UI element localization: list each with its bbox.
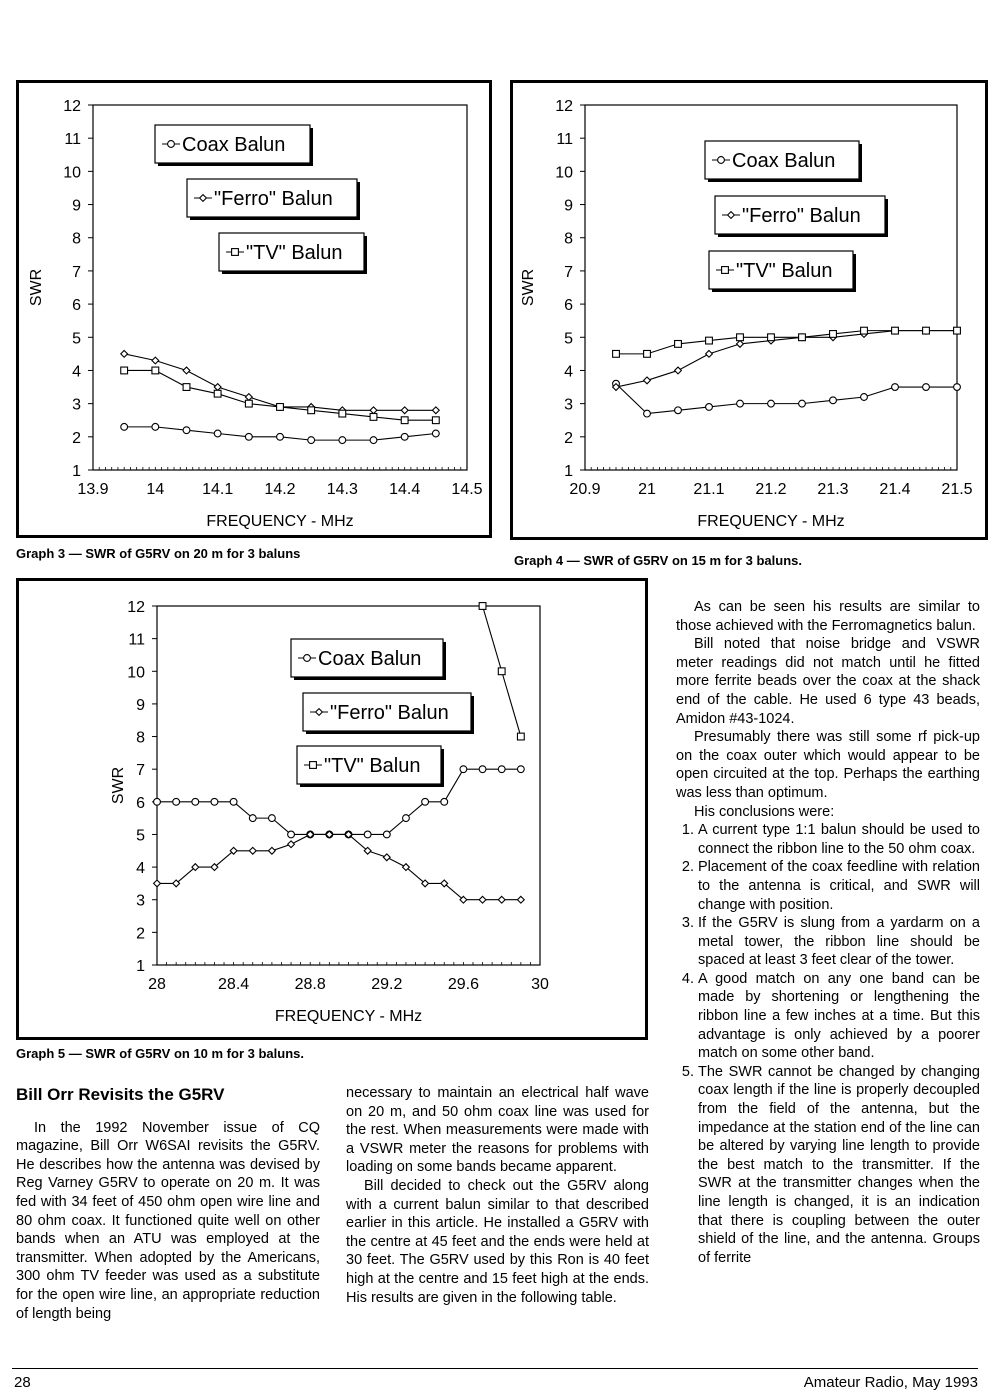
- data-point-diamond: [370, 407, 377, 414]
- y-tick-label: 6: [564, 297, 573, 315]
- y-tick-label: 5: [136, 827, 145, 845]
- data-point-circle: [249, 815, 256, 822]
- x-tick-label: 29.2: [371, 976, 403, 993]
- data-point-diamond: [269, 847, 276, 854]
- data-point-circle: [892, 384, 899, 391]
- series-line: [616, 331, 957, 354]
- y-tick-label: 9: [136, 696, 145, 714]
- x-tick-label: 28: [148, 976, 166, 993]
- series-line: [616, 384, 957, 414]
- legend-entry: [297, 746, 444, 787]
- data-point-square: [121, 367, 128, 374]
- article-paragraph: Bill decided to check out the G5RV along with a current balun similar to that described earlier in this article. He installed a G5RV with the centre at 45 feet and the ends were held at 30 feet. The G5RV used by this Ron is 40 feet high at the centre and 15 feet high at the ends. His results are given in the following table.: [346, 1177, 649, 1306]
- data-point-diamond: [214, 384, 221, 391]
- y-axis-label: SWR: [520, 268, 537, 307]
- data-point-diamond: [737, 341, 744, 348]
- y-tick-label: 10: [63, 164, 81, 182]
- data-point-circle: [154, 798, 161, 805]
- data-point-diamond: [517, 896, 524, 903]
- y-tick-label: 3: [564, 396, 573, 414]
- legend-label: Coax Balun: [182, 134, 286, 156]
- y-tick-label: 3: [136, 892, 145, 910]
- data-point-square: [245, 400, 252, 407]
- x-tick-label: 29.6: [447, 976, 479, 993]
- graph-4-chart: [513, 83, 985, 537]
- data-point-square: [675, 341, 682, 348]
- data-point-square: [613, 350, 620, 357]
- article-paragraph: necessary to maintain an electrical half wave on 20 m, and 50 ohm coax line was used for the rest. When measurements were made with a VSWR meter the reasons for problems with loading on some bands became apparent.: [346, 1085, 649, 1176]
- data-point-square: [277, 404, 284, 411]
- legend-label: "Ferro" Balun: [742, 205, 861, 227]
- article-column-3: [676, 598, 980, 1267]
- data-point-square: [722, 267, 729, 274]
- legend-entry: [219, 233, 367, 274]
- article-column-1: [16, 1086, 320, 1323]
- article-paragraph: As can be seen his results are similar to those achieved with the Ferromagnetics balun.: [676, 599, 980, 634]
- data-point-square: [339, 410, 346, 417]
- data-point-circle: [370, 437, 377, 444]
- legend-entry: [709, 251, 856, 292]
- legend-entry: [187, 179, 360, 220]
- x-tick-label: 28.4: [218, 976, 250, 993]
- y-tick-label: 4: [564, 363, 573, 381]
- y-tick-label: 6: [136, 794, 145, 812]
- y-tick-label: 5: [564, 330, 573, 348]
- data-point-circle: [644, 410, 651, 417]
- y-tick-label: 4: [136, 860, 145, 878]
- x-tick-label: 14.3: [326, 481, 358, 498]
- y-tick-label: 8: [564, 230, 573, 248]
- data-point-square: [232, 249, 239, 256]
- graph-4-caption: Graph 4 — SWR of G5RV on 15 m for 3 baluns.: [514, 553, 802, 568]
- y-tick-label: 11: [556, 131, 573, 149]
- x-tick-label: 14: [146, 481, 165, 498]
- graph-3-frame: [16, 80, 492, 538]
- data-point-circle: [364, 831, 371, 838]
- data-point-circle: [230, 798, 237, 805]
- legend-label: "Ferro" Balun: [330, 702, 449, 724]
- x-tick-label: 13.9: [77, 481, 109, 498]
- y-tick-label: 10: [555, 164, 573, 182]
- y-tick-label: 4: [72, 363, 81, 381]
- y-tick-label: 12: [63, 98, 81, 115]
- y-tick-label: 11: [64, 131, 81, 149]
- y-tick-label: 1: [564, 463, 573, 480]
- data-point-diamond: [401, 407, 408, 414]
- conclusion-item: 2. Placement of the coax feedline with relation to the antenna is critical, and SWR will change with position.: [698, 858, 980, 914]
- x-tick-label: 21.1: [693, 481, 725, 498]
- conclusion-item: 3. If the G5RV is slung from a yardarm on a metal tower, the ribbon line should be spaced at least 3 feet clear of the tower.: [698, 914, 980, 970]
- article-column-2: [346, 1084, 649, 1307]
- legend-label: "Ferro" Balun: [214, 188, 333, 210]
- y-tick-label: 8: [72, 230, 81, 248]
- conclusions-list: [676, 821, 980, 1267]
- legend-entry: [715, 196, 888, 237]
- y-tick-label: 1: [72, 463, 81, 480]
- legend-entry: [705, 141, 862, 182]
- x-axis-label: FREQUENCY - MHz: [206, 513, 354, 530]
- data-point-square: [183, 384, 190, 391]
- data-point-circle: [954, 384, 961, 391]
- data-point-circle: [799, 400, 806, 407]
- x-tick-label: 14.2: [264, 481, 296, 498]
- data-point-square: [517, 733, 524, 740]
- graph-3-caption: Graph 3 — SWR of G5RV on 20 m for 3 baluns: [16, 546, 301, 561]
- data-point-circle: [861, 394, 868, 401]
- data-point-circle: [214, 430, 221, 437]
- data-point-diamond: [245, 394, 252, 401]
- data-point-circle: [401, 433, 408, 440]
- data-point-square: [432, 417, 439, 424]
- data-point-square: [644, 350, 651, 357]
- data-point-circle: [173, 798, 180, 805]
- y-tick-label: 7: [72, 263, 81, 281]
- data-point-circle: [432, 430, 439, 437]
- data-point-circle: [923, 384, 930, 391]
- data-point-circle: [830, 397, 837, 404]
- y-tick-label: 1: [136, 958, 145, 975]
- y-tick-label: 3: [72, 396, 81, 414]
- data-point-square: [498, 668, 505, 675]
- data-point-circle: [460, 766, 467, 773]
- legend-label: "TV" Balun: [736, 260, 833, 282]
- data-point-circle: [308, 437, 315, 444]
- data-point-diamond: [432, 407, 439, 414]
- footer-rule: [12, 1368, 978, 1369]
- data-point-square: [768, 334, 775, 341]
- graph-5-caption: Graph 5 — SWR of G5RV on 10 m for 3 baluns.: [16, 1046, 304, 1061]
- data-point-circle: [304, 655, 311, 662]
- data-point-square: [737, 334, 744, 341]
- data-point-square: [861, 327, 868, 334]
- legend-label: Coax Balun: [732, 150, 836, 172]
- data-point-diamond: [644, 377, 651, 384]
- data-point-circle: [168, 141, 175, 148]
- y-tick-label: 7: [136, 762, 145, 780]
- legend-entry: [291, 639, 446, 680]
- series-line: [124, 354, 436, 410]
- data-point-square: [892, 327, 899, 334]
- y-tick-label: 9: [72, 197, 81, 215]
- data-point-circle: [339, 437, 346, 444]
- x-tick-label: 20.9: [569, 481, 601, 498]
- y-tick-label: 10: [127, 664, 145, 682]
- y-tick-label: 2: [564, 429, 573, 447]
- legend-label: "TV" Balun: [324, 755, 421, 777]
- data-point-diamond: [152, 357, 159, 364]
- data-point-circle: [152, 423, 159, 430]
- y-axis-label: SWR: [28, 268, 45, 307]
- data-point-square: [706, 337, 713, 344]
- graph-5-frame: [16, 578, 648, 1040]
- y-tick-label: 11: [128, 631, 145, 649]
- data-point-diamond: [121, 350, 128, 357]
- data-point-square: [830, 331, 837, 338]
- data-point-diamond: [154, 880, 161, 887]
- x-tick-label: 21: [638, 481, 656, 498]
- y-tick-label: 9: [564, 197, 573, 215]
- x-tick-label: 21.5: [941, 481, 973, 498]
- data-point-diamond: [183, 367, 190, 374]
- data-point-circle: [675, 407, 682, 414]
- article-paragraph: His conclusions were:: [694, 803, 835, 820]
- data-point-circle: [737, 400, 744, 407]
- data-point-circle: [211, 798, 218, 805]
- data-point-diamond: [706, 350, 713, 357]
- data-point-diamond: [498, 896, 505, 903]
- data-point-circle: [277, 433, 284, 440]
- y-tick-label: 2: [136, 925, 145, 943]
- y-tick-label: 12: [555, 98, 573, 115]
- data-point-circle: [383, 831, 390, 838]
- y-tick-label: 12: [127, 599, 145, 616]
- data-point-square: [152, 367, 159, 374]
- legend-entry: [155, 125, 313, 166]
- y-axis-label: SWR: [110, 766, 127, 805]
- x-tick-label: 28.8: [294, 976, 326, 993]
- x-tick-label: 21.4: [879, 481, 911, 498]
- conclusion-item: 4. A good match on any one band can be made by shortening or lengthening the ribbon line a few inches at a time. But this advantage is only achieved by a poorer match on some other band.: [698, 970, 980, 1063]
- data-point-square: [308, 407, 315, 414]
- data-point-circle: [183, 427, 190, 434]
- legend-entry: [303, 693, 474, 734]
- data-point-circle: [441, 798, 448, 805]
- conclusion-item: 1. A current type 1:1 balun should be used to connect the ribbon line to the 50 ohm coax.: [698, 821, 980, 858]
- x-axis-label: FREQUENCY - MHz: [274, 1008, 423, 1025]
- data-point-diamond: [479, 896, 486, 903]
- y-tick-label: 8: [136, 729, 145, 747]
- data-point-square: [479, 603, 486, 610]
- data-point-circle: [192, 798, 199, 805]
- data-point-circle: [422, 798, 429, 805]
- data-point-circle: [269, 815, 276, 822]
- data-point-circle: [479, 766, 486, 773]
- conclusion-item: 5. The SWR cannot be changed by changing coax length if the line is properly decoupled from the field of the antenna, but the impedance at the station end of the line can be altered by varying line length to provide the best match to the transmitter. If the SWR at the transmitter changes when the line length is changed, it is an indication that there is coupling between the outer shield of the line, and the antenna. Groups of ferrite: [698, 1063, 980, 1268]
- article-paragraph: Bill noted that noise bridge and VSWR meter readings did not match until he fitted more ferrite beads over the coax at the shack end of the cable. He used 6 type 43 beads, Amidon #43-1024.: [676, 636, 980, 727]
- legend-label: "TV" Balun: [246, 242, 343, 264]
- publication-name: Amateur Radio, May 1993: [803, 1374, 978, 1391]
- data-point-square: [310, 762, 317, 769]
- x-tick-label: 14.1: [202, 481, 234, 498]
- data-point-square: [214, 390, 221, 397]
- article-title: Bill Orr Revisits the G5RV: [16, 1085, 225, 1104]
- page-number: 28: [14, 1374, 31, 1391]
- data-point-square: [923, 327, 930, 334]
- x-tick-label: 14.4: [389, 481, 421, 498]
- data-point-square: [401, 417, 408, 424]
- x-tick-label: 21.2: [755, 481, 787, 498]
- y-tick-label: 7: [564, 263, 573, 281]
- article-paragraph: Presumably there was still some rf pick-up on the coax outer which would appear to be open circuited at the top. Perhaps the earthing was less than optimum.: [676, 729, 980, 801]
- graph-4-frame: [510, 80, 988, 540]
- data-point-square: [370, 414, 377, 421]
- data-point-diamond: [675, 367, 682, 374]
- x-tick-label: 30: [531, 976, 549, 993]
- data-point-diamond: [288, 841, 295, 848]
- data-point-circle: [245, 433, 252, 440]
- data-point-circle: [121, 423, 128, 430]
- data-point-circle: [288, 831, 295, 838]
- data-point-circle: [403, 815, 410, 822]
- x-tick-label: 21.3: [817, 481, 849, 498]
- data-point-circle: [718, 157, 725, 164]
- y-tick-label: 2: [72, 429, 81, 447]
- y-tick-label: 5: [72, 330, 81, 348]
- data-point-circle: [768, 400, 775, 407]
- data-point-square: [799, 334, 806, 341]
- y-tick-label: 6: [72, 297, 81, 315]
- data-point-diamond: [383, 854, 390, 861]
- data-point-circle: [498, 766, 505, 773]
- data-point-diamond: [249, 847, 256, 854]
- x-axis-label: FREQUENCY - MHz: [697, 513, 845, 530]
- data-point-circle: [706, 404, 713, 411]
- data-point-square: [954, 327, 961, 334]
- article-paragraph: In the 1992 November issue of CQ magazine, Bill Orr W6SAI revisits the G5RV. He describes how the antenna was devised by Reg Varney G5RV to operate on 20 m. It was fed with 34 feet of 450 ohm open wire line and 80 ohm coax. It functioned quite well on other bands when an ATU was employed at the transmitter. When adopted by the Americans, 300 ohm TV feeder was used as a substitute for the open wire line, an appropriate reduction of length being: [16, 1119, 320, 1322]
- series-line: [616, 331, 957, 387]
- x-tick-label: 14.5: [451, 481, 483, 498]
- legend-label: Coax Balun: [318, 648, 422, 670]
- series-line: [124, 370, 436, 420]
- data-point-circle: [517, 766, 524, 773]
- graph-5-chart: [19, 581, 645, 1037]
- graph-3-chart: [19, 83, 489, 535]
